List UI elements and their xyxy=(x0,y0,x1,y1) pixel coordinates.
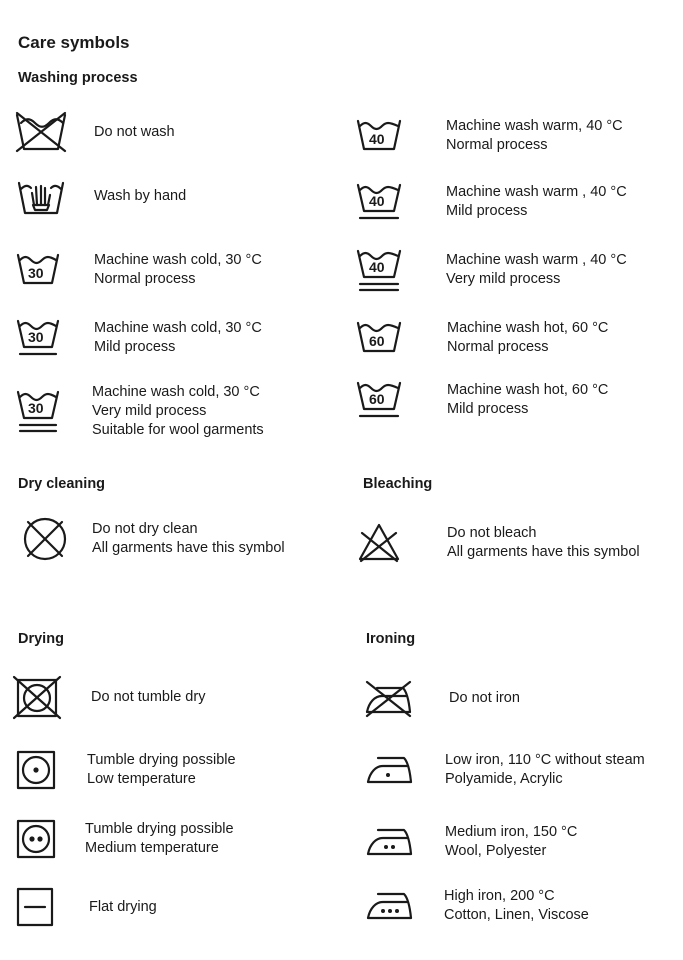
item-line: Do not wash xyxy=(94,123,175,140)
temperature-label: 30 xyxy=(28,329,44,345)
item-line: Cotton, Linen, Viscose xyxy=(444,907,589,923)
temperature-label: 30 xyxy=(28,265,44,281)
iron-high-icon xyxy=(364,886,414,926)
wash-30-very-mild-icon xyxy=(14,388,70,434)
item-line: Polyamide, Acrylic xyxy=(445,771,563,787)
do-not-bleach-icon xyxy=(357,521,403,565)
item-line: Medium temperature xyxy=(85,840,219,856)
do-not-wash-icon xyxy=(14,111,70,153)
item-line: Suitable for wool garments xyxy=(92,421,264,438)
temperature-label: 40 xyxy=(369,131,385,147)
wash-30-icon xyxy=(14,249,70,291)
iron-medium-icon xyxy=(364,822,414,862)
list-item xyxy=(14,817,334,861)
list-item xyxy=(14,174,334,218)
do-not-dry-clean-icon xyxy=(20,515,70,563)
list-item xyxy=(20,514,340,564)
item-line: Machine wash cold, 30 °C xyxy=(94,252,262,268)
do-not-iron-icon xyxy=(363,678,415,718)
flat-dry-icon xyxy=(14,886,60,928)
list-item xyxy=(364,748,683,792)
item-line: Low iron, 110 °C without steam xyxy=(445,752,645,768)
item-line: Wool, Polyester xyxy=(445,843,547,859)
do-not-tumble-dry-icon xyxy=(13,676,63,718)
wash-60-mild-icon xyxy=(355,379,411,421)
item-line: Normal process xyxy=(446,137,548,153)
item-line: Tumble drying possible xyxy=(87,752,236,768)
item-line: Do not dry clean xyxy=(92,521,198,537)
list-item xyxy=(355,378,675,422)
item-line: Do not tumble dry xyxy=(91,688,206,705)
list-item xyxy=(363,676,683,720)
item-line: Mild process xyxy=(94,339,176,355)
temperature-label: 40 xyxy=(369,259,385,275)
list-item xyxy=(364,884,683,928)
section-bleaching: Bleaching xyxy=(363,476,433,492)
item-line: All garments have this symbol xyxy=(447,544,640,560)
list-item xyxy=(13,675,333,719)
item-line: Mild process xyxy=(447,401,529,417)
list-item xyxy=(364,820,683,864)
item-line: Machine wash warm , 40 °C xyxy=(446,184,627,200)
section-washing: Washing process xyxy=(18,70,138,86)
item-line: Machine wash hot, 60 °C xyxy=(447,320,609,336)
section-ironing: Ironing xyxy=(366,631,416,647)
item-line: Normal process xyxy=(447,339,549,355)
wash-40-mild-icon xyxy=(355,181,411,223)
item-line: Machine wash cold, 30 °C xyxy=(94,320,262,336)
list-item xyxy=(14,380,334,442)
list-item xyxy=(14,316,334,360)
item-line: Low temperature xyxy=(87,771,196,787)
list-item xyxy=(355,316,675,360)
list-item xyxy=(14,248,334,292)
list-item xyxy=(14,885,334,929)
wash-30-mild-icon xyxy=(14,317,70,359)
tumble-dry-medium-icon xyxy=(14,818,60,860)
item-line: Do not bleach xyxy=(447,525,537,541)
list-item xyxy=(14,110,334,154)
wash-40-icon xyxy=(355,115,411,157)
item-line: Mild process xyxy=(446,203,528,219)
item-line: High iron, 200 °C xyxy=(444,888,555,904)
page-title: Care symbols xyxy=(18,33,130,52)
iron-low-icon xyxy=(364,750,414,790)
item-line: Wash by hand xyxy=(94,187,187,204)
tumble-dry-low-icon xyxy=(14,749,60,791)
section-dry-cleaning: Dry cleaning xyxy=(18,476,106,492)
item-line: Normal process xyxy=(94,271,196,287)
item-line: Very mild process xyxy=(92,402,207,419)
list-item xyxy=(14,748,334,792)
item-line: Very mild process xyxy=(446,271,561,287)
temperature-label: 60 xyxy=(369,391,385,407)
list-item xyxy=(355,180,675,224)
temperature-label: 60 xyxy=(369,333,385,349)
list-item xyxy=(355,246,675,294)
section-drying: Drying xyxy=(18,631,64,647)
wash-60-icon xyxy=(355,317,411,359)
item-line: Machine wash warm, 40 °C xyxy=(446,118,623,134)
item-line: All garments have this symbol xyxy=(92,540,285,556)
list-item xyxy=(355,114,675,158)
item-line: Do not iron xyxy=(449,689,520,706)
temperature-label: 40 xyxy=(369,193,385,209)
item-line: Medium iron, 150 °C xyxy=(445,824,578,840)
item-line: Machine wash hot, 60 °C xyxy=(447,382,609,398)
temperature-label: 30 xyxy=(28,400,44,416)
item-line: Tumble drying possible xyxy=(85,821,234,837)
item-line: Machine wash warm , 40 °C xyxy=(446,252,627,268)
list-item xyxy=(357,518,677,568)
wash-40-very-mild-icon xyxy=(355,247,411,293)
item-line: Flat drying xyxy=(89,898,157,915)
hand-wash-icon xyxy=(14,175,70,217)
item-line: Machine wash cold, 30 °C xyxy=(92,383,260,400)
